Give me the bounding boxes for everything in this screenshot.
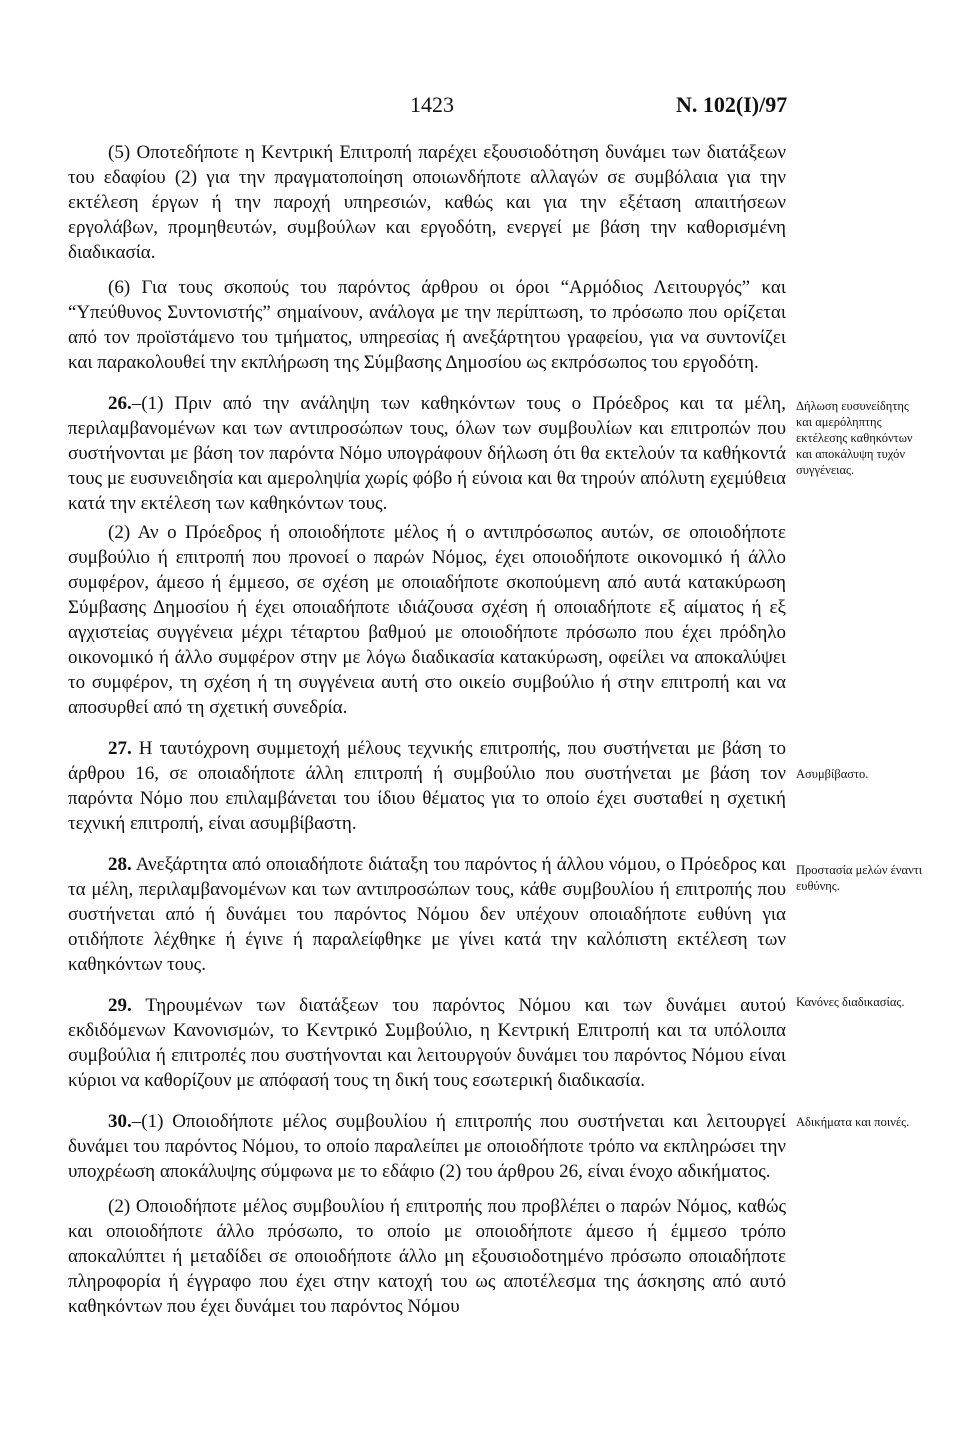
- section-30-2: (2) Οποιοδήποτε μέλος συμβουλίου ή επιτροπής που προβλέπει ο παρών Νόμος, καθώς και οποιοδήποτε άλλο πρόσωπο, το οποίο με οποιοδήποτε άμεσο ή έμμεσο τρόπο αποκαλύπτει ή μεταδίδει σε οποιοδήποτε άλλο μη εξουσιοδοτημένο πρόσωπο οποιαδήποτε πληροφορία ή έγγραφο που έχει στην κατοχή του ως αποτέλεσμα της άσκησης από αυτό καθηκόντων που έχει δυνάμει του παρόντος Νόμου: [68, 1196, 786, 1317]
- margin-note-protection: Προστασία μελών έναντι ευθύνης.: [796, 863, 923, 893]
- section-28: 28. Ανεξάρτητα από οποιαδήποτε διάταξη του παρόντος ή άλλου νόμου, ο Πρόεδρος και τα μέλη, περιλαμβανομένων και των αντιπροσώπων τους, κάθε συμβουλίου ή επιτροπής που συστήνεται από ή δυνάμει του παρόντος Νόμου δεν υπέχουν οποιαδήποτε ευθύνη για οτιδήποτε λέχθηκε ή έγινε ή παραλείφθηκε με γίνει κατά την καλόπιστη εκτέλεση των καθηκόντων τους.: [68, 854, 786, 975]
- section-26-2: (2) Αν ο Πρόεδρος ή οποιοδήποτε μέλος ή ο αντιπρόσωπος αυτών, σε οποιοδήποτε συμβούλιο ή επιτροπή που προνοεί ο παρών Νόμος, έχει οποιοδήποτε οικονομικό ή άλλο συμφέρον, άμεσο ή έμμεσο, σε σχέση με οποιαδήποτε σκοπούμενη από αυτά κατακύρωση Σύμβασης Δημοσίου ή έχει οποιαδήποτε ιδιάζουσα σχέση ή οποιαδήποτε εξ αίματος ή εξ αγχιστείας συγγένεια μέχρι τέταρτου βαθμού με οποιοδήποτε πρόσωπο που έχει πρόδηλο οικονομικό ή άλλο συμφέρον στην με λόγω διαδικασία κατακύρωση, οφείλει να αποκαλύψει το συμφέρον, τη σχέση ή τη συγγένεια αυτή στο οικείο συμβούλιο ή στην επιτροπή και να αποσυρθεί από τη σχετική συνεδρία.: [68, 522, 786, 718]
- section-26-1: 26.–(1) Πριν από την ανάληψη των καθηκόντων τους ο Πρόεδρος και τα μέλη, περιλαμβανομένων και των αντιπροσώπων τους, όλων των συμβουλίων και επιτροπών που συστήνονται με βάση τον παρόντα Νόμο υπογράφουν δήλωση ότι θα εκτελούν τα καθήκοντά τους με ευσυνειδησία και αμεροληψία χωρίς φόβο ή εύνοια και θα τηρούν απόλυτη εχεμύθεια κατά την εκτέλεση των καθηκόντων τους.: [68, 393, 786, 514]
- page-header: [0, 92, 960, 126]
- section-number: 29.: [108, 995, 132, 1016]
- section-number: 26.: [108, 393, 132, 414]
- section-30-1: 30.–(1) Οποιοδήποτε μέλος συμβουλίου ή επιτροπής που συστήνεται και λειτουργεί δυνάμει του παρόντος Νόμου, το οποίο παραλείπει με οποιοδήποτε τρόπο να εκπληρώσει την υποχρέωση αποκάλυψης σύμφωνα με το εδάφιο (2) του άρθρου 26, είναι ένοχο αδικήματος.: [68, 1111, 786, 1182]
- section-number: 27.: [108, 738, 132, 759]
- page-number: 1423: [410, 92, 454, 117]
- main-text: [68, 140, 786, 1329]
- section-number: 30.: [108, 1111, 132, 1132]
- margin-note-offences: Αδικήματα και ποινές.: [796, 1115, 910, 1129]
- law-reference: Ν. 102(Ι)/97: [676, 92, 788, 117]
- margin-note-incompatibility: Ασυμβίβαστο.: [796, 767, 869, 781]
- paragraph-25-5: (5) Οποτεδήποτε η Κεντρική Επιτροπή παρέχει εξουσιοδότηση δυνάμει των διατάξεων του εδαφίου (2) για την πραγματοποίηση οποιωνδήποτε αλλαγών σε συμβόλαια για την εκτέλεση έργων ή την παροχή υπηρεσιών, καθώς και για την εξέταση απαιτήσεων εργολάβων, προμηθευτών, συμβούλων και εργοδότη, ενεργεί με βάση την καθορισμένη διαδικασία.: [68, 142, 786, 263]
- section-29: 29. Τηρουμένων των διατάξεων του παρόντος Νόμου και των δυνάμει αυτού εκδιδόμενων Κανονισμών, το Κεντρικό Συμβούλιο, η Κεντρική Επιτροπή και τα υπόλοιπα συμβούλια ή επιτροπές που συστήνονται και λειτουργούν δυνάμει του παρόντος Νόμου είναι κύριοι να καθορίζουν με απόφασή τους τη δική τους εσωτερική διαδικασία.: [68, 995, 786, 1091]
- section-27: 27. Η ταυτόχρονη συμμετοχή μέλους τεχνικής επιτροπής, που συστήνεται με βάση το άρθρου 16, σε οποιαδήποτε άλλη επιτροπή ή συμβούλιο που συστήνεται με βάση τον παρόντα Νόμο που επιλαμβάνεται του ίδιου θέματος για το οποίο έχει συσταθεί η σχετική τεχνική επιτροπή, είναι ασυμβίβαστη.: [68, 738, 786, 834]
- margin-note-procedure: Κανόνες διαδικασίας.: [796, 995, 905, 1009]
- paragraph-25-6: (6) Για τους σκοπούς του παρόντος άρθρου οι όροι “Αρμόδιος Λειτουργός” και “Υπεύθυνος Συντονιστής” σημαίνουν, ανάλογα με την περίπτωση, το πρόσωπο που ορίζεται από τον προϊστάμενο του τμήματος, υπηρεσίας ή ανεξάρτητου γραφείου, για να συντονίζει και παρακολουθεί την εκπλήρωση της Σύμβασης Δημοσίου ως εκπρόσωπος του εργοδότη.: [68, 277, 786, 373]
- section-number: 28.: [108, 854, 132, 875]
- margin-note-declaration: Δήλωση ευσυνείδητης και αμερόληπτης εκτέλεσης καθηκόντων και αποκάλυψη τυχόν συγγένειας.: [796, 399, 913, 477]
